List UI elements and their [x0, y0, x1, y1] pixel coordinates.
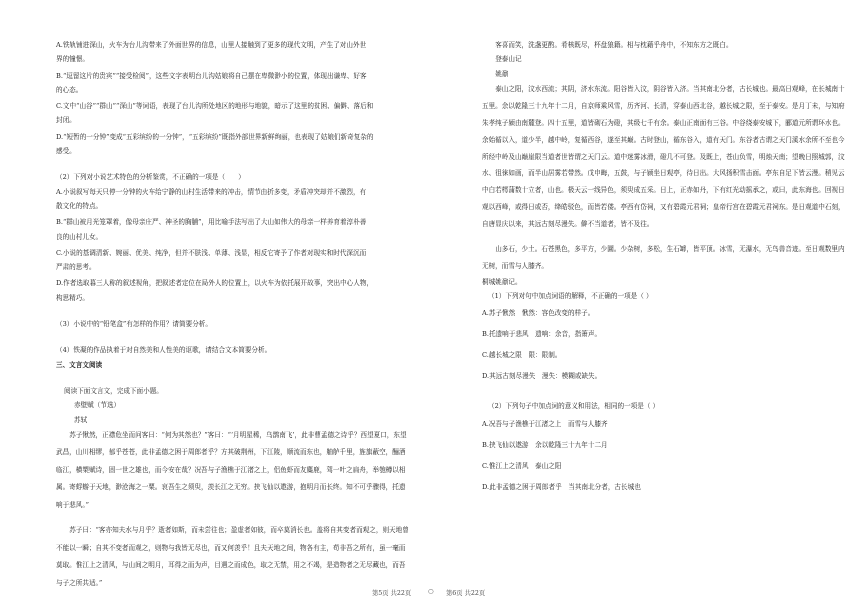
right-page-number: 第6页 共22页	[446, 590, 486, 597]
page-footer	[0, 588, 860, 600]
right-page	[430, 0, 860, 608]
option-line: 的心态。	[56, 85, 83, 94]
right-question-2-options	[482, 414, 848, 498]
option-line: 感受。	[56, 147, 76, 156]
option-line: C.文中“山谷”“群山”“深山”等词语，表现了台儿沟所处地区的地形与地貌，暗示了这里的贫困、偏僻、落后和	[56, 102, 374, 111]
option-line: D.作者选取暮三人称的叙述视角，把叙述者定位在局外人的位置上，以火车为依托展开故事，突出中心人物，	[56, 279, 374, 288]
option-line: A.苏子愀然 愀然：容色改变的样子。	[482, 309, 595, 318]
passage-paragraph-2: 苏子曰：“客亦知夫水与月乎？逝者如斯，而未尝往也；盈虚者如彼，而卒莫消长也。盖将自其变者而观之，则天地曾不能以一瞬；自其不变者而观之，则物与我皆无尽也，而又何羡乎！且夫天地之间，物各有主，苟非吾之所有，虽一毫而莫取。惟江上之清风，与山间之明月，耳得之而为声，目遇之而成色，取之无禁，用之不竭，是造物者之无尽藏也，而吾与子之所共适。”	[56, 526, 409, 587]
option-line: C.越长城之限 限：限制。	[482, 351, 562, 360]
section-heading: 三、文言文阅读	[56, 360, 103, 369]
center-binding-mark: ○	[428, 588, 434, 595]
option-line: A.小说叙写每天只停一分钟的火车给宁静的山村生活带来的冲击，情节由折多变，矛盾冲突却并不激烈，有	[56, 187, 367, 196]
option-line: D.“短暂的一分钟”变成“五彩缤纷的一分钟”，“五彩缤纷”既指外部世界新鲜绚丽，也表现了姑娘们新奇复杂的	[56, 132, 374, 141]
option-line: 封闭。	[56, 116, 76, 125]
option-line: 构思精巧。	[56, 293, 89, 302]
option-line: 散文化的特点。	[56, 201, 103, 210]
option-line: B.托遗响于悲风 遗响：余音，指箫声。	[482, 330, 602, 339]
option-line: 良的山村儿女。	[56, 232, 103, 241]
previous-question-options	[56, 38, 412, 158]
passage-2-signature: 桐城姚鼐记。	[482, 277, 522, 286]
question-2-options	[56, 185, 412, 305]
question-4: （4）铁凝的作品执着于对自然美和人性美的讴歌，请结合文本简要分析。	[56, 346, 272, 355]
option-line: D.其远古刻尽漫失 漫失：模糊或缺失。	[482, 372, 602, 381]
passage-ending: 客喜而笑，洗盏更酌。肴核既尽，杯盘狼籍。相与枕藉乎舟中，不知东方之既白。	[495, 41, 733, 49]
passage-title: 赤壁赋（节选）	[74, 401, 121, 410]
passage-author: 苏轼	[74, 415, 88, 424]
right-question-1-options	[482, 303, 848, 387]
option-line: C.小说的基调清新、婉丽、优美、纯净，但并不肤浅、单薄、浅显，相反它寄予了作者对现实和时代深沉而	[56, 248, 367, 257]
passage-2-title: 登泰山记	[495, 55, 522, 64]
passage-2-paragraph-2: 山多石，少土。石苍黑色，多平方，少圜。少杂树，多松，生石罅，皆平顶。冰雪，无瀑水，无鸟兽音迹。至日观数里内无树，而雪与人膝齐。	[482, 245, 845, 270]
passage-2-author: 姚鼐	[495, 69, 509, 78]
passage-2-paragraph-1: 泰山之阳，汶水西流；其阴，济水东流。阳谷皆入汶，阴谷皆入济。当其南北分者，古长城也。最高日观峰，在长城南十五里。余以乾隆三十九年十二月，自京师乘风雪，历齐河、长清，穿泰山西北谷，越长城之限，至于泰安。是月丁未，与知府朱孝纯子颍由南麓登。四十五里，道皆砌石为磴，其级七千有余。泰山正南面有三谷。中谷绕泰安城下，郦道元所谓环水也。余始循以入，道少半，越中岭，复循西谷，遂至其巅。古时登山，循东谷入，道有天门。东谷者古谓之天门溪水余所不至也今所经中岭及山巅崖限当道者世皆谓之天门云。道中迷雾冰滑，磴几不可登。及既上，苍山负雪，明烛天南；望晚日照城郭，汶水、徂徕如画，而半山居雾若带然。戊申晦，五鼓，与子颍坐日观亭，待日出。大风扬积雪击面。亭东自足下皆云漫。稍见云中白若樗蒲数十立者，山也。极天云一线异色，须臾成五采。日上，正赤如丹，下有红光动摇承之，或曰，此东海也。回视日观以西峰，或得日或否，绛皓驳色，而皆若偻。亭西有岱祠，又有碧霞元君祠；皇帝行宫在碧霞元君祠东。是日观道中石刻，自唐显庆以来，其远古刻尽漫失。僻不当道者，皆不及往。	[482, 84, 845, 229]
option-line: B.“群山被月光笼罩着，像母亲庄严、神圣的胸脯”，用比喻手法写出了大山如伟大的母亲一样养育着淳朴善	[56, 218, 367, 227]
right-question-2: （2）下列句子中加点词的意义和用法，相同的一项是（ ）	[488, 402, 660, 411]
reading-intro: 阅读下面文言文，完成下面小题。	[64, 386, 163, 395]
option-line: A.铁轨铺进深山，火车为台儿沟带来了外面世界的信息，山里人接触到了更多的现代文明，产生了对山外世	[56, 41, 367, 49]
question-3: （3）小说中的“铅笔盒”有怎样的作用？请简要分析。	[56, 320, 212, 329]
question-2: （2）下列对小说艺术特色的分析鉴赏，不正确的一项是（ ）	[56, 173, 245, 182]
option-line: B.挟飞仙以遨游 余以乾隆三十九年十二月	[482, 440, 608, 449]
option-line: 严肃的思考。	[56, 263, 96, 272]
option-line: C.惟江上之清风 泰山之阳	[482, 461, 562, 470]
option-line: 界的憧憬。	[56, 55, 89, 64]
left-page-number: 第5页 共22页	[372, 590, 412, 597]
passage-paragraph-1: 苏子愀然，正襟危坐而问客曰：“何为其然也？”客曰：“‘月明星稀，乌鹊南飞’，此非曹孟德之诗乎？西望夏口，东望武昌，山川相缪，郁乎苍苍，此非孟德之困于周郎者乎？方其破荆州，下江陵，顺流而东也，舳舻千里，旌旗蔽空，酾酒临江，横槊赋诗，固一世之雄也，而今安在哉？况吾与子渔樵于江渚之上，侣鱼虾而友麋鹿，驾一叶之扁舟，举匏樽以相属。寄蜉蝣于天地，渺沧海之一粟。哀吾生之须臾，羡长江之无穷。挟飞仙以遨游，抱明月而长终。知不可乎骤得，托遗响于悲风。”	[56, 430, 407, 509]
option-line: A.况吾与子渔樵于江渚之上 而雪与人膝齐	[482, 419, 608, 428]
option-line: B.“逗留这片的贵宾”“接受检阅”，这些文字表明台儿沟姑娘将自己摆在卑微渺小的位置，体现出谦卑、好客	[56, 71, 367, 80]
option-line: D.此非孟德之困于周郎者乎 当其南北分者，古长城也	[482, 482, 641, 491]
right-question-1: （1）下列对句中加点词语的解释，不正确的一项是（ ）	[488, 292, 653, 301]
